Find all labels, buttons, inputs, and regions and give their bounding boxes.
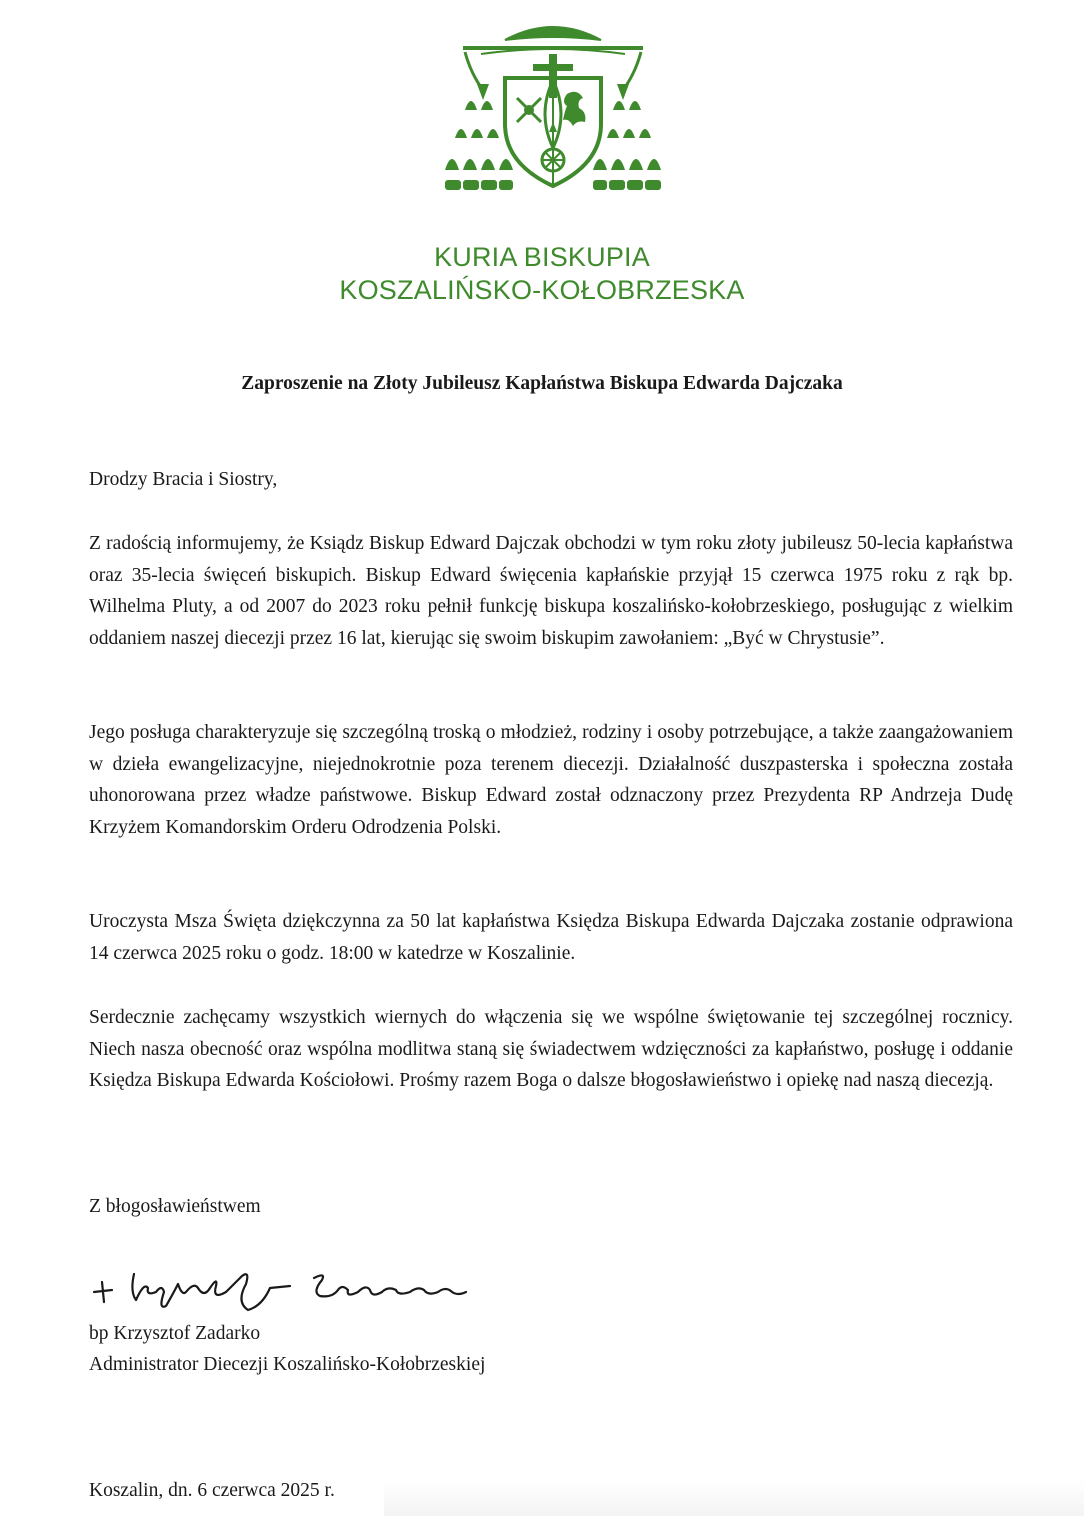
paragraph-jubilee: Z radością informujemy, że Ksiądz Biskup Edward Dajczak obchodzi w tym roku złoty jubileusz 50-lecia kapłaństwa oraz 35-lecia święceń biskupich. Biskup Edward święcenia kapłańskie przyjął 15 czerwca 1975 roku z rąk bp. Wilhelma Pluty, a od 2007 do 2023 roku pełnił funkcję biskupa koszalińsko-kołobrzeskiego, posługując z wielkim oddaniem naszej diecezji przez 16 lat, kierując się swoim biskupim zawołaniem: „Być w Chrystusie”. <box>89 533 1013 649</box>
signer-block <box>89 1318 1013 1380</box>
place-and-date: Koszalin, dn. 6 czerwca 2025 r. <box>89 1480 335 1501</box>
organization-name-line2: KOSZALIŃSKO-KOŁOBRZESKA <box>339 275 745 305</box>
paragraph-ministry: Jego posługa charakteryzuje się szczególną troską o młodzież, rodziny i osoby potrzebujące, a także zaangażowaniem w dzieła ewangelizacyjne, niejednokrotnie poza terenem diecezji. Działalność duszpasterska i społeczna została uhonorowana przez władze państwowe. Biskup Edward został odznaczony przez Prezydenta RP Andrzeja Dudę Krzyżem Komandorskim Orderu Odrodzenia Polski. <box>89 722 1013 838</box>
organization-name <box>0 241 1084 307</box>
salutation: Drodzy Bracia i Siostry, <box>89 469 278 490</box>
paragraph-invitation: Serdecznie zachęcamy wszystkich wiernych do włączenia się we wspólne świętowanie tej szczególnej rocznicy. Niech nasza obecność oraz wspólna modlitwa staną się świadectwem wdzięczności za kapłaństwo, posługę i oddanie Księdza Biskupa Edwarda Kościołowi. Prośmy razem Boga o dalsze błogosławieństwo i opiekę nad naszą diecezją. <box>89 1007 1013 1091</box>
closing: Z błogosławieństwem <box>89 1196 261 1217</box>
paragraph-mass: Uroczysta Msza Święta dziękczynna za 50 lat kapłaństwa Księdza Biskupa Edwarda Dajczaka zostanie odprawiona 14 czerwca 2025 roku o godz. 18:00 w katedrze w Koszalinie. <box>89 911 1013 964</box>
handwritten-signature <box>86 1262 476 1314</box>
signer-name: bp Krzysztof Zadarko <box>89 1323 261 1344</box>
signer-role: Administrator Diecezji Koszalińsko-Kołobrzeskiej <box>89 1354 486 1375</box>
letter-title: Zaproszenie na Złoty Jubileusz Kapłaństwa Biskupa Edwarda Dajczaka <box>241 373 843 394</box>
coat-of-arms-logo <box>441 14 665 194</box>
organization-name-line1: KURIA BISKUPIA <box>434 242 650 272</box>
